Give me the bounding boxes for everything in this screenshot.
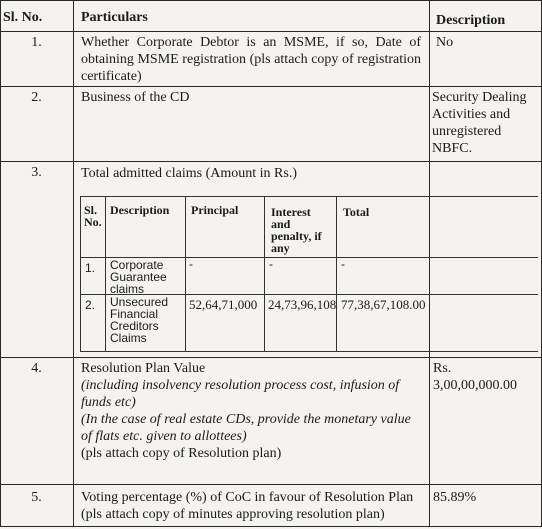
row-3-particulars: Total admitted claims (Amount in Rs.) bbox=[81, 166, 297, 181]
row-1-description: No bbox=[436, 35, 454, 50]
claims-row-1-description: Corporate Guarantee claims bbox=[110, 258, 167, 296]
claims-row-2-total: 77,38,67,108.00 bbox=[341, 298, 426, 312]
table-border bbox=[0, 31, 542, 32]
table-border bbox=[0, 526, 542, 527]
claims-row-1-principal: - bbox=[189, 257, 193, 271]
claims-row-2-interest: 24,73,96,108 bbox=[268, 297, 337, 312]
row-3-sl: 3. bbox=[31, 165, 42, 180]
table-border bbox=[0, 0, 542, 1]
claims-header-interest: Interest and penalty, if any bbox=[271, 205, 322, 255]
claims-header-description: Description bbox=[110, 203, 170, 217]
table-border bbox=[0, 484, 542, 485]
row-1-sl: 1. bbox=[31, 35, 42, 50]
header-description: Description bbox=[436, 13, 506, 28]
claims-table bbox=[80, 196, 538, 352]
header-particulars: Particulars bbox=[81, 10, 148, 25]
table-border bbox=[0, 86, 542, 87]
header-sl-no: Sl. No. bbox=[3, 10, 43, 25]
row-4-description: Rs. 3,00,00,000.00 bbox=[433, 361, 517, 393]
claims-row-2-principal: 52,64,71,000 bbox=[189, 297, 258, 312]
row-4-particulars-title: Resolution Plan Value bbox=[81, 361, 206, 376]
claims-header-total: Total bbox=[343, 205, 370, 219]
row-2-description: Security Dealing Activities and unregistered NBFC. bbox=[432, 90, 527, 156]
table-border bbox=[0, 357, 542, 358]
table-border bbox=[0, 161, 542, 162]
row-5-particulars: Voting percentage (%) of CoC in favour of Resolution Plan (pls attach copy of minutes approving resolution plan) bbox=[81, 490, 414, 522]
claims-table-border bbox=[80, 196, 538, 197]
claims-row-1-sl: 1. bbox=[85, 261, 96, 275]
claims-table-border bbox=[185, 196, 186, 352]
claims-table-border bbox=[105, 196, 106, 352]
claims-row-1-interest: - bbox=[269, 257, 273, 271]
claims-row-2-sl: 2. bbox=[85, 298, 96, 312]
row-5-description: 85.89% bbox=[433, 490, 477, 505]
row-5-sl: 5. bbox=[31, 490, 42, 505]
row-4-sl: 4. bbox=[31, 361, 42, 376]
claims-table-border bbox=[336, 196, 337, 352]
row-4-particulars-attach: (pls attach copy of Resolution plan) bbox=[81, 446, 282, 461]
table-border bbox=[0, 0, 1, 527]
row-4-particulars-note-1: (including insolvency resolution process cost, infusion of funds etc) bbox=[81, 378, 400, 410]
claims-row-2-description: Unsecured Financial Creditors Claims bbox=[110, 295, 169, 345]
claims-table-border bbox=[80, 351, 538, 352]
claims-header-principal: Principal bbox=[191, 203, 239, 217]
claims-header-sl-no: Sl. No. bbox=[84, 203, 102, 229]
table-border bbox=[73, 0, 74, 527]
claims-table-border bbox=[80, 196, 81, 352]
row-2-particulars: Business of the CD bbox=[81, 90, 190, 105]
claims-row-1-total: - bbox=[341, 257, 345, 271]
row-1-particulars: Whether Corporate Debtor is an MSME, if so, Date of obtaining MSME registration (pls attach copy of registration certificate) bbox=[81, 35, 421, 84]
row-4-particulars-note-2: (In the case of real estate CDs, provide the monetary value of flats etc. given to allottees) bbox=[81, 412, 411, 444]
claims-table-border bbox=[264, 196, 265, 352]
row-2-sl: 2. bbox=[31, 90, 42, 105]
